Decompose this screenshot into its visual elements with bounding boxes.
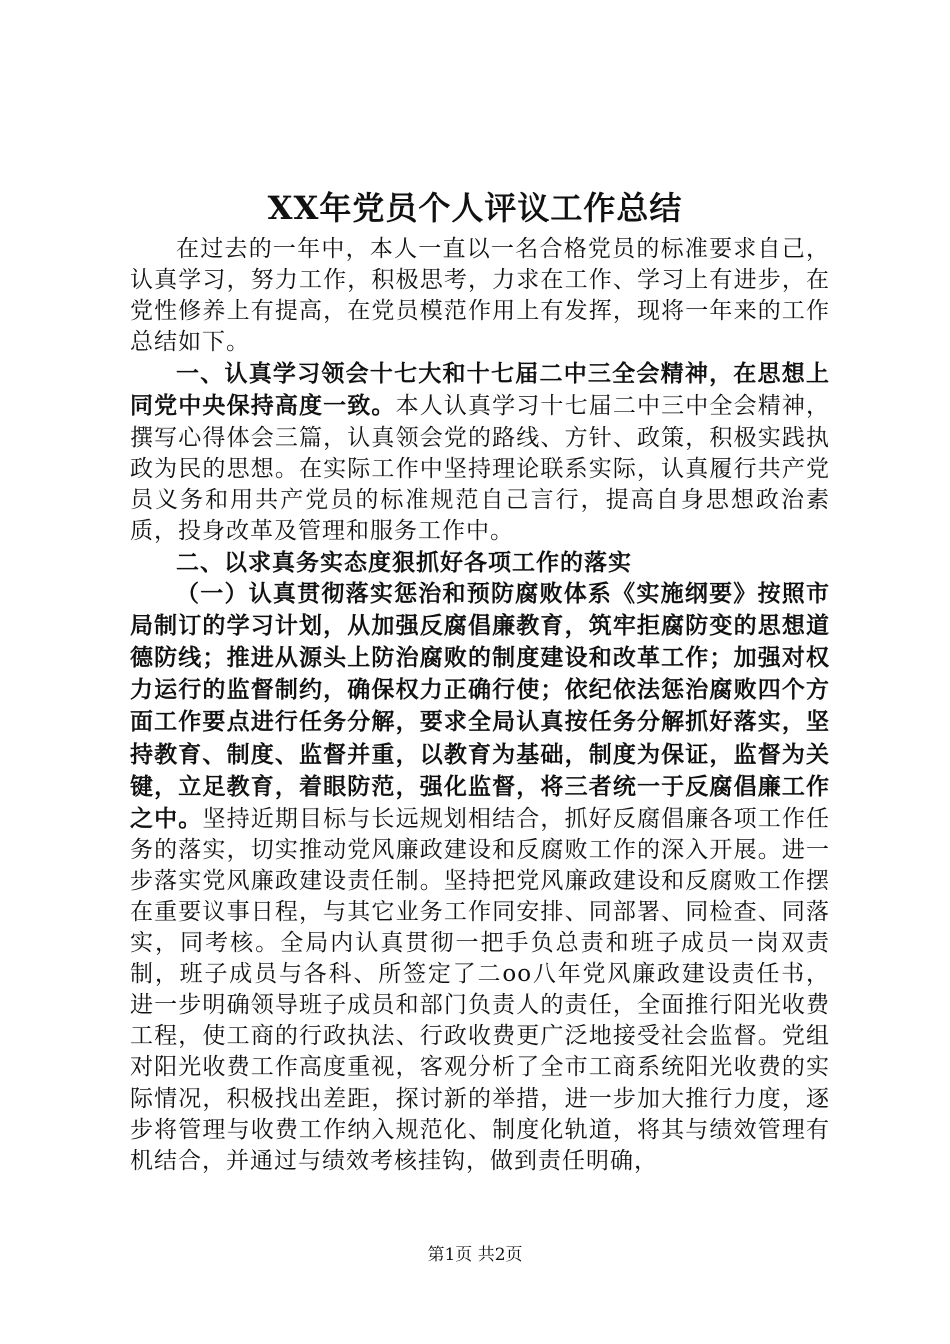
subsection-1-heading: （一）认真贯彻落实惩治和预防腐败体系《实施纲要》按照市局制订的学习计划，从加强反腐倡廉教育，筑牢拒腐防变的思想道德防线；推进从源头上防治腐败的制度建设和改革工作；加强对权力运行的监督制约，确保权力正确行使；依纪依法惩治腐败四个方面工作要点进行任务分解，要求全局认真按任务分解抓好落实，坚持教育、制度、监督并重，以教育为基础，制度为保证，监督为关键，立足教育，着眼防范，强化监督，将三者统一于反腐倡廉工作之中。 [130, 580, 830, 832]
document-body [130, 234, 830, 1177]
page-indicator: 第1页 共2页 [427, 1245, 523, 1265]
intro-paragraph: 在过去的一年中，本人一直以一名合格党员的标准要求自己，认真学习，努力工作，积极思考，力求在工作、学习上有进步，在党性修养上有提高，在党员模范作用上有发挥，现将一年来的工作总结如下。 [130, 236, 830, 356]
section-1-paragraph [130, 358, 830, 547]
subsection-1-paragraph [130, 578, 830, 1177]
section-1-heading: 一、认真学习领会十七大和十七届二中三全会精神，在思想上同党中央保持高度一致。 [130, 360, 830, 420]
section-2-heading: 二、以求真务实态度狠抓好各项工作的落实 [176, 548, 632, 576]
subsection-1-body: 坚持近期目标与长远规划相结合，抓好反腐倡廉各项工作任务的落实，切实推动党风廉政建设和反腐败工作的深入开展。进一步落实党风廉政建设责任制。坚持把党风廉政建设和反腐败工作摆在重要议事日程，与其它业务工作同安排、同部署、同检查、同落实，同考核。全局内认真贯彻一把手负总责和班子成员一岗双责制，班子成员与各科、所签定了二oo八年党风廉政建设责任书，进一步明确领导班子成员和部门负责人的责任，全面推行阳光收费工程，使工商的行政执法、行政收费更广泛地接受社会监督。党组对阳光收费工作高度重视，客观分析了全市工商系统阳光收费的实际情况，积极找出差距，探讨新的举措，进一步加大推行力度，逐步将管理与收费工作纳入规范化、制度化轨道，将其与绩效管理有机结合，并通过与绩效考核挂钩，做到责任明确， [130, 805, 831, 1174]
section-1-body: 本人认真学习十七届二中三中全会精神，撰写心得体会三篇，认真领会党的路线、方针、政策，积极实践执政为民的思想。在实际工作中坚持理论联系实际，认真履行共产党员义务和用共产党员的标准规范自己言行，提高自身思想政治素质，投身改革及管理和服务工作中。 [130, 393, 831, 544]
document-title: XX年党员个人评议工作总结 [267, 189, 683, 227]
